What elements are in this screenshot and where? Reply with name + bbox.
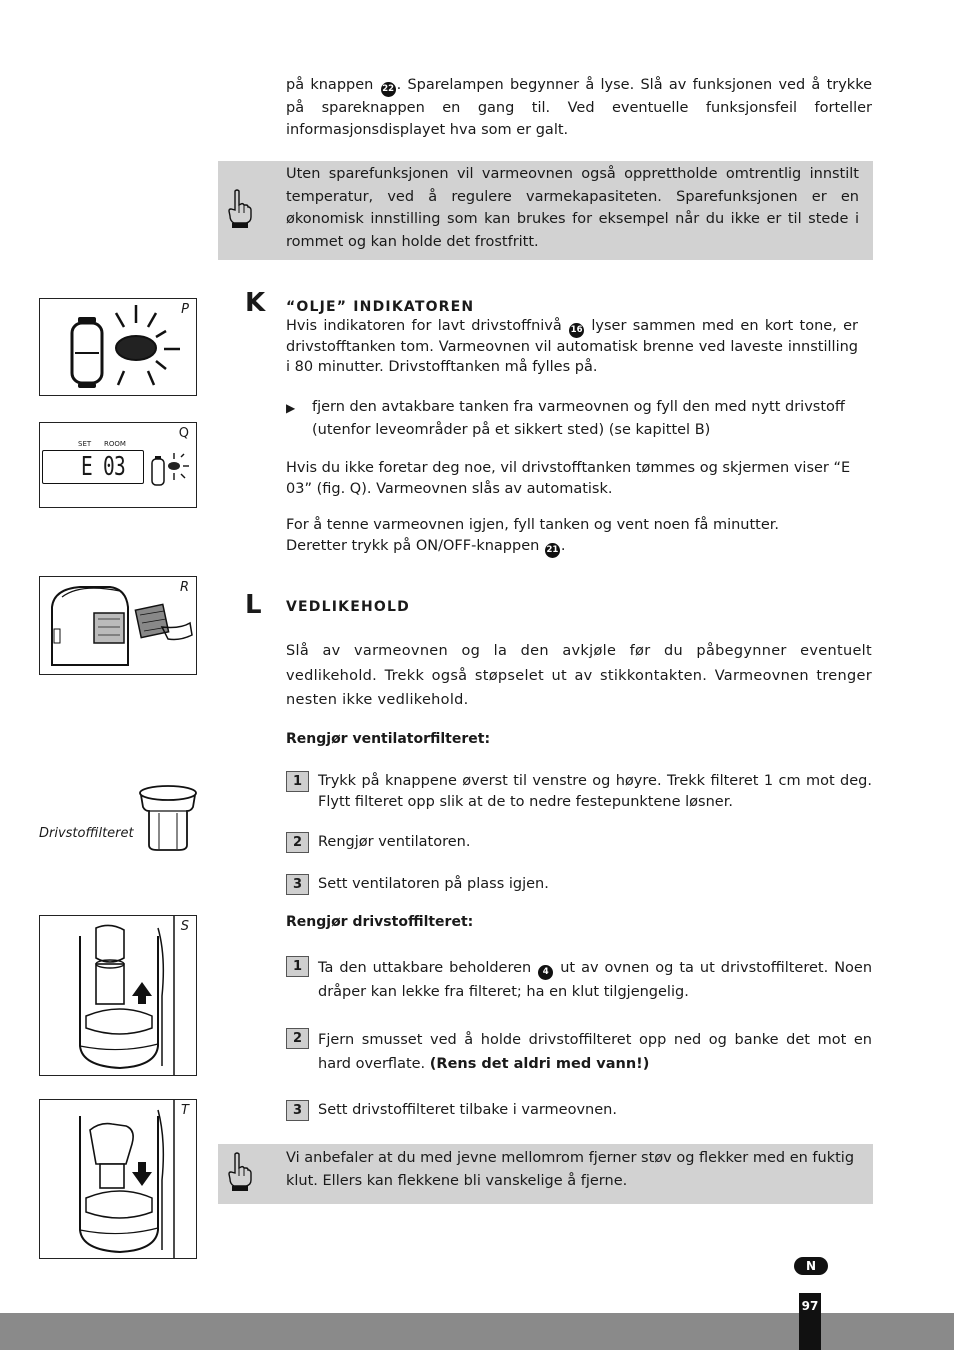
section-title-oil-indicator: “OLJE” INDIKATOREN bbox=[286, 299, 475, 315]
section-title-maintenance: VEDLIKEHOLD bbox=[286, 599, 410, 615]
bullet-arrow-icon: ▶ bbox=[286, 401, 296, 415]
note-text: Uten sparefunksjonen vil varmeovnen også opprettholde omtrentlig innstilt temperatur, ved å regulere varmekapasiteten. Sparefunksjonen er en økonomisk innstilling som kan brukes for eksempel når du ikke er til stede i rommet og kan holde det frostfritt. bbox=[286, 166, 859, 250]
fuel-filter-illustration bbox=[135, 783, 201, 853]
e03-paragraph: Hvis du ikke foretar deg noe, vil drivstofftanken tømmes og skjermen viser “E 03” (fig. Q). Varmeovnen slås av automatisk. bbox=[286, 460, 851, 497]
heater-filter-removal-illustration bbox=[40, 577, 196, 674]
reference-number-icon: 22 bbox=[381, 82, 396, 97]
fan-step-3: 3 Sett ventilatoren på plass igjen. bbox=[286, 874, 872, 896]
section-letter-l: L bbox=[245, 590, 262, 620]
intro-paragraph: på knappen 22 . Sparelampen begynner å lyse. Slå av funksjonen ved å trykke på spareknappen en gang til. Ved eventuelle funksjonsfeil forteller informasjonsdisplayet hva som er galt. bbox=[286, 77, 872, 138]
reference-number-icon: 4 bbox=[538, 965, 553, 980]
maintenance-paragraph: Slå av varmeovnen og la den avkjøle før du påbegynner eventuelt vedlikehold. Trekk også støpselet ut av stikkontakten. Varmeovnen trenger nesten ikke vedlikehold. bbox=[286, 643, 872, 708]
insert-fuel-filter-illustration bbox=[40, 1100, 196, 1258]
restart-paragraph: For å tenne varmeovnen igjen, fyll tanken og vent noen få minutter. Deretter trykk på ON/OFF-knappen 21 . bbox=[286, 515, 858, 558]
fan-step-1: 1 Trykk på knappene øverst til venstre og høyre. Trekk filteret 1 cm mot deg. Flytt filteret opp slik at de to nedre festepunktene løsner. bbox=[286, 771, 872, 815]
lcd-error-code: E 03 bbox=[81, 452, 125, 482]
figure-t: T bbox=[39, 1099, 197, 1259]
note-box-cleaning bbox=[218, 1144, 873, 1204]
oil-indicator-paragraph: Hvis indikatoren for lavt drivstoffnivå 16 lyser sammen med en kort tone, er drivstofftanken tom. Varmeovnen vil automatisk brenne ved laveste innstilling i 80 minutter. Drivstofftanken må fylles på. bbox=[286, 318, 858, 375]
oil-indicator-lamp-illustration bbox=[40, 299, 196, 395]
page-number: 97 bbox=[799, 1293, 821, 1350]
language-badge: N bbox=[794, 1257, 828, 1275]
fuel-step-3: 3 Sett drivstoffilteret tilbake i varmeovnen. bbox=[286, 1100, 872, 1122]
section-letter-k: K bbox=[245, 288, 266, 318]
hand-pointing-icon bbox=[226, 189, 252, 229]
figure-r: R bbox=[39, 576, 197, 675]
fuel-tank-lamp-icon bbox=[40, 423, 196, 507]
display-room-label: ROOM bbox=[104, 440, 126, 448]
hand-pointing-icon bbox=[226, 1152, 252, 1192]
fan-step-2: 2 Rengjør ventilatoren. bbox=[286, 832, 872, 854]
note-box-energy-saving bbox=[218, 161, 873, 260]
refill-bullet-text: fjern den avtakbare tanken fra varmeovnen og fyll den med nytt drivstoff (utenfor leveområder på et sikkert sted) (se kapittel B) bbox=[312, 399, 845, 438]
subheading-fan-filter: Rengjør ventilatorfilteret: bbox=[286, 731, 491, 747]
subheading-fuel-filter: Rengjør drivstoffilteret: bbox=[286, 914, 474, 930]
fuel-filter-caption: Drivstoffilteret bbox=[39, 826, 134, 841]
fuel-step-1: 1 Ta den uttakbare beholderen 4 ut av ovnen og ta ut drivstoffilteret. Noen dråper kan lekke fra filteret; ha en klut tilgjengelig. bbox=[286, 956, 872, 1004]
note-text: Vi anbefaler at du med jevne mellomrom fjerner støv og flekker med en fuktig klut. Ellers kan flekkene bli vanskelige å fjerne. bbox=[286, 1150, 855, 1189]
figure-p: P bbox=[39, 298, 197, 396]
fuel-step-2: 2 Fjern smusset ved å holde drivstoffilteret opp ned og banke det mot en hard overflate. (Rens det aldri med vann!) bbox=[286, 1028, 872, 1076]
figure-s: S bbox=[39, 915, 197, 1076]
reference-number-icon: 21 bbox=[545, 543, 560, 558]
reference-number-icon: 16 bbox=[569, 323, 584, 338]
display-set-label: SET bbox=[78, 440, 92, 448]
figure-q: Q SET ROOM E 03 bbox=[39, 422, 197, 508]
remove-fuel-filter-illustration bbox=[40, 916, 196, 1075]
